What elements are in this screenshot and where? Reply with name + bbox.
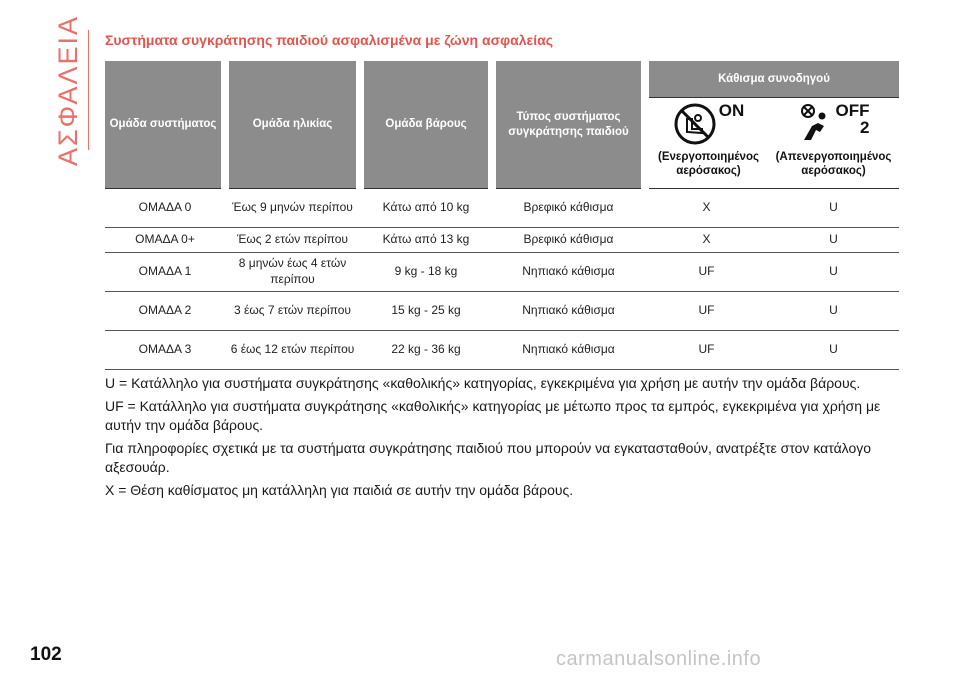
cell-airbag-off: U <box>768 253 899 292</box>
note-not-suitable: X = Θέση καθίσματος μη κατάλληλη για παιδιά σε αυτήν την ομάδα βάρους. <box>105 482 574 499</box>
side-section-title <box>52 14 86 166</box>
section-title: Συστήματα συγκράτησης παιδιού ασφαλισμένα με ζώνη ασφαλείας <box>105 32 553 48</box>
header-airbag-off <box>768 98 899 189</box>
header-group: Ομάδα συστήματος <box>105 61 225 189</box>
airbag-off-word-group <box>836 102 870 136</box>
note-universal-forward: UF = Κατάλληλο για συστήματα συγκράτησης «καθολικής» κατηγορίας με μέτωπο προς τα εμπρός, εγκεκριμένα για χρήση με αυτήν την ομάδα βάρους. <box>105 398 881 434</box>
cell-group: ΟΜΑΔΑ 3 <box>105 331 225 370</box>
cell-group: ΟΜΑΔΑ 1 <box>105 253 225 292</box>
table-row <box>105 331 899 370</box>
table-row <box>105 228 899 253</box>
cell-weight: Κάτω από 10 kg <box>360 189 492 228</box>
cell-type: Νηπιακό κάθισμα <box>492 292 645 331</box>
cell-airbag-off: U <box>768 189 899 228</box>
airbag-off-label: (Απενεργοποιημένος αερόσακος) <box>775 151 892 178</box>
cell-airbag-off: U <box>768 228 899 253</box>
header-weight: Ομάδα βάρους <box>360 61 492 189</box>
legend-notes <box>105 374 905 504</box>
airbag-child-seat-crossed-icon <box>673 102 717 146</box>
note-accessories: Για πληροφορίες σχετικά με τα συστήματα συγκράτησης παιδιού που μπορούν να εγκατασταθούν, ανατρέξτε στον κατάλογο αξεσουάρ. <box>105 440 872 476</box>
table-row <box>105 292 899 331</box>
note-universal: U = Κατάλληλο για συστήματα συγκράτησης «καθολικής» κατηγορίας, εγκεκριμένα για χρήση με αυτήν την ομάδα βάρους. <box>105 375 861 391</box>
cell-weight: Κάτω από 13 kg <box>360 228 492 253</box>
airbag-on-label: (Ενεργοποιημένος αερόσακος) <box>658 151 759 178</box>
airbag-on-word: ON <box>718 101 745 120</box>
passenger-airbag-off-icon <box>798 102 834 142</box>
cell-airbag-off: U <box>768 331 899 370</box>
cell-airbag-on: UF <box>645 331 768 370</box>
cell-age: 3 έως 7 ετών περίπου <box>225 292 360 331</box>
cell-group: ΟΜΑΔΑ 2 <box>105 292 225 331</box>
header-airbag-on <box>645 98 768 189</box>
cell-group: ΟΜΑΔΑ 0 <box>105 189 225 228</box>
cell-weight: 9 kg - 18 kg <box>360 253 492 292</box>
side-section-title-text: ΑΣΦΑΛΕΙΑ <box>53 14 84 166</box>
cell-weight: 22 kg - 36 kg <box>360 331 492 370</box>
cell-airbag-on: X <box>645 189 768 228</box>
header-type: Τύπος συστήματος συγκράτησης παιδιού <box>492 61 645 189</box>
airbag-off-word: OFF <box>835 101 870 120</box>
header-age: Ομάδα ηλικίας <box>225 61 360 189</box>
header-passenger-seat: Κάθισμα συνοδηγού <box>645 61 899 98</box>
page-number: 102 <box>30 644 62 665</box>
cell-age: Έως 2 ετών περίπου <box>225 228 360 253</box>
table-row <box>105 189 899 228</box>
watermark: carmanualsonline.info <box>556 648 762 670</box>
cell-age: 8 μηνών έως 4 ετών περίπου <box>225 253 360 292</box>
cell-weight: 15 kg - 25 kg <box>360 292 492 331</box>
cell-group: ΟΜΑΔΑ 0+ <box>105 228 225 253</box>
table-row <box>105 253 899 292</box>
cell-type: Νηπιακό κάθισμα <box>492 331 645 370</box>
cell-age: Έως 9 μηνών περίπου <box>225 189 360 228</box>
cell-airbag-on: X <box>645 228 768 253</box>
cell-airbag-on: UF <box>645 292 768 331</box>
cell-type: Βρεφικό κάθισμα <box>492 189 645 228</box>
cell-age: 6 έως 12 ετών περίπου <box>225 331 360 370</box>
airbag-off-number: 2 <box>860 118 870 137</box>
child-restraint-table <box>105 61 899 370</box>
cell-type: Βρεφικό κάθισμα <box>492 228 645 253</box>
airbag-on-indicator <box>651 102 766 146</box>
cell-airbag-off: U <box>768 292 899 331</box>
airbag-off-indicator <box>770 102 897 146</box>
cell-airbag-on: UF <box>645 253 768 292</box>
cell-type: Νηπιακό κάθισμα <box>492 253 645 292</box>
side-section-rule <box>88 30 89 150</box>
